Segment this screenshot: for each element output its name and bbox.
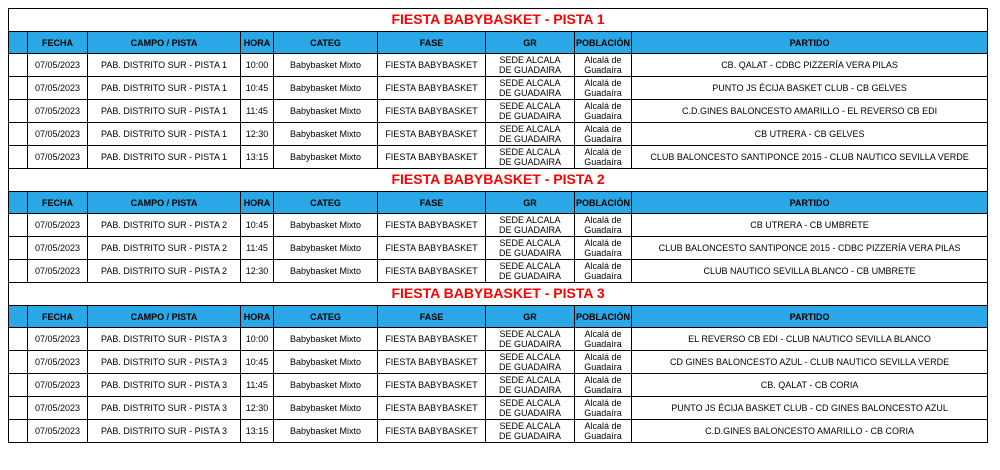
partido-cell: CLUB NAUTICO SEVILLA BLANCO - CB UMBRETE [632, 260, 988, 283]
hora-cell: 13:15 [241, 420, 274, 443]
table-row [9, 374, 988, 397]
row-marker-cell [9, 100, 28, 123]
gr-line-1: SEDE ALCALA [499, 329, 561, 339]
table-row [9, 397, 988, 420]
partido-cell: CD GINES BALONCESTO AZUL - CLUB NAUTICO SEVILLA VERDE [632, 351, 988, 374]
fecha-cell: 07/05/2023 [28, 374, 88, 397]
gr-cell [486, 374, 575, 397]
poblacion-cell [575, 214, 632, 237]
partido-cell: CLUB BALONCESTO SANTIPONCE 2015 - CDBC PIZZERÍA VERA PILAS [632, 237, 988, 260]
table-row [9, 260, 988, 283]
row-marker-cell [9, 260, 28, 283]
fase-cell: FIESTA BABYBASKET [378, 351, 486, 374]
gr-cell [486, 214, 575, 237]
partido-cell: C.D.GINES BALONCESTO AMARILLO - CB CORIA [632, 420, 988, 443]
partido-cell: CB UTRERA - CB GELVES [632, 123, 988, 146]
poblacion-line-2: Guadaíra [584, 362, 622, 372]
campo-pista-cell: PAB. DISTRITO SUR - PISTA 1 [88, 146, 241, 169]
hora-cell: 10:45 [241, 351, 274, 374]
hora-cell: 10:45 [241, 77, 274, 100]
gr-line-2: DE GUADAIRA [498, 408, 561, 418]
categ-cell: Babybasket Mixto [274, 374, 378, 397]
campo-pista-cell: PAB. DISTRITO SUR - PISTA 3 [88, 397, 241, 420]
campo-pista-cell: PAB. DISTRITO SUR - PISTA 2 [88, 214, 241, 237]
column-header: CAMPO / PISTA [88, 32, 241, 54]
partido-cell: CLUB BALONCESTO SANTIPONCE 2015 - CLUB NAUTICO SEVILLA VERDE [632, 146, 988, 169]
table-row [9, 237, 988, 260]
fase-cell: FIESTA BABYBASKET [378, 260, 486, 283]
poblacion-line-2: Guadaíra [584, 248, 622, 258]
fecha-cell: 07/05/2023 [28, 420, 88, 443]
gr-line-2: DE GUADAIRA [498, 157, 561, 167]
gr-line-2: DE GUADAIRA [498, 271, 561, 281]
categ-cell: Babybasket Mixto [274, 123, 378, 146]
fecha-cell: 07/05/2023 [28, 328, 88, 351]
column-header: POBLACIÓN [575, 306, 632, 328]
schedule-body [9, 9, 988, 443]
fecha-cell: 07/05/2023 [28, 260, 88, 283]
partido-cell: PUNTO JS ÉCIJA BASKET CLUB - CD GINES BALONCESTO AZUL [632, 397, 988, 420]
gr-cell [486, 100, 575, 123]
row-marker-cell [9, 237, 28, 260]
poblacion-line-2: Guadaíra [584, 271, 622, 281]
section-title-row [9, 169, 988, 192]
categ-cell: Babybasket Mixto [274, 214, 378, 237]
column-header: GR [486, 32, 575, 54]
gr-line-2: DE GUADAIRA [498, 248, 561, 258]
gr-line-2: DE GUADAIRA [498, 111, 561, 121]
table-row [9, 77, 988, 100]
poblacion-line-1: Alcalá de [584, 124, 622, 134]
row-marker-cell [9, 214, 28, 237]
gr-line-1: SEDE ALCALA [499, 261, 561, 271]
poblacion-cell [575, 237, 632, 260]
fase-cell: FIESTA BABYBASKET [378, 77, 486, 100]
gr-line-1: SEDE ALCALA [499, 398, 561, 408]
fecha-cell: 07/05/2023 [28, 397, 88, 420]
gr-line-2: DE GUADAIRA [498, 431, 561, 441]
column-header: GR [486, 306, 575, 328]
fecha-cell: 07/05/2023 [28, 351, 88, 374]
gr-line-1: SEDE ALCALA [499, 147, 561, 157]
hora-cell: 11:45 [241, 374, 274, 397]
gr-line-2: DE GUADAIRA [498, 339, 561, 349]
row-marker-cell [9, 77, 28, 100]
gr-cell [486, 397, 575, 420]
poblacion-line-1: Alcalá de [584, 101, 622, 111]
row-marker-cell [9, 374, 28, 397]
poblacion-cell [575, 260, 632, 283]
campo-pista-cell: PAB. DISTRITO SUR - PISTA 2 [88, 260, 241, 283]
column-header: CATEG [274, 306, 378, 328]
poblacion-cell [575, 54, 632, 77]
gr-cell [486, 328, 575, 351]
poblacion-line-1: Alcalá de [584, 329, 622, 339]
gr-line-2: DE GUADAIRA [498, 225, 561, 235]
poblacion-cell [575, 100, 632, 123]
poblacion-cell [575, 146, 632, 169]
fase-cell: FIESTA BABYBASKET [378, 397, 486, 420]
campo-pista-cell: PAB. DISTRITO SUR - PISTA 1 [88, 100, 241, 123]
fecha-cell: 07/05/2023 [28, 100, 88, 123]
row-marker-header [9, 192, 28, 214]
poblacion-line-2: Guadaíra [584, 111, 622, 121]
gr-line-1: SEDE ALCALA [499, 55, 561, 65]
poblacion-cell [575, 420, 632, 443]
gr-line-2: DE GUADAIRA [498, 134, 561, 144]
table-row [9, 420, 988, 443]
column-header: POBLACIÓN [575, 32, 632, 54]
fecha-cell: 07/05/2023 [28, 123, 88, 146]
fecha-cell: 07/05/2023 [28, 146, 88, 169]
poblacion-line-1: Alcalá de [584, 261, 622, 271]
fase-cell: FIESTA BABYBASKET [378, 123, 486, 146]
poblacion-line-2: Guadaíra [584, 157, 622, 167]
poblacion-cell [575, 351, 632, 374]
categ-cell: Babybasket Mixto [274, 351, 378, 374]
gr-line-2: DE GUADAIRA [498, 88, 561, 98]
hora-cell: 13:15 [241, 146, 274, 169]
gr-cell [486, 54, 575, 77]
column-header-row [9, 306, 988, 328]
fase-cell: FIESTA BABYBASKET [378, 420, 486, 443]
poblacion-line-1: Alcalá de [584, 147, 622, 157]
column-header: FASE [378, 192, 486, 214]
gr-line-1: SEDE ALCALA [499, 375, 561, 385]
poblacion-cell [575, 328, 632, 351]
categ-cell: Babybasket Mixto [274, 328, 378, 351]
campo-pista-cell: PAB. DISTRITO SUR - PISTA 3 [88, 420, 241, 443]
column-header: CATEG [274, 32, 378, 54]
categ-cell: Babybasket Mixto [274, 146, 378, 169]
gr-cell [486, 237, 575, 260]
partido-cell: C.D.GINES BALONCESTO AMARILLO - EL REVERSO CB EDI [632, 100, 988, 123]
poblacion-line-1: Alcalá de [584, 55, 622, 65]
section-title: FIESTA BABYBASKET - PISTA 1 [391, 11, 605, 27]
table-row [9, 214, 988, 237]
row-marker-cell [9, 351, 28, 374]
section-title-cell [9, 283, 988, 306]
poblacion-line-2: Guadaíra [584, 431, 622, 441]
row-marker-cell [9, 146, 28, 169]
poblacion-line-2: Guadaíra [584, 88, 622, 98]
table-row [9, 54, 988, 77]
gr-cell [486, 146, 575, 169]
poblacion-line-2: Guadaíra [584, 65, 622, 75]
row-marker-cell [9, 328, 28, 351]
section-title-cell [9, 9, 988, 32]
fecha-cell: 07/05/2023 [28, 77, 88, 100]
hora-cell: 12:30 [241, 123, 274, 146]
categ-cell: Babybasket Mixto [274, 420, 378, 443]
column-header: FASE [378, 306, 486, 328]
campo-pista-cell: PAB. DISTRITO SUR - PISTA 3 [88, 351, 241, 374]
hora-cell: 10:00 [241, 54, 274, 77]
gr-line-1: SEDE ALCALA [499, 352, 561, 362]
column-header: CAMPO / PISTA [88, 306, 241, 328]
partido-cell: CB. QALAT - CDBC PIZZERÍA VERA PILAS [632, 54, 988, 77]
categ-cell: Babybasket Mixto [274, 397, 378, 420]
partido-cell: PUNTO JS ÉCIJA BASKET CLUB - CB GELVES [632, 77, 988, 100]
hora-cell: 11:45 [241, 100, 274, 123]
schedule-table [8, 8, 988, 443]
column-header: FECHA [28, 306, 88, 328]
column-header: FECHA [28, 32, 88, 54]
categ-cell: Babybasket Mixto [274, 100, 378, 123]
section-title-cell [9, 169, 988, 192]
column-header: PARTIDO [632, 32, 988, 54]
gr-cell [486, 351, 575, 374]
fase-cell: FIESTA BABYBASKET [378, 237, 486, 260]
hora-cell: 10:00 [241, 328, 274, 351]
table-row [9, 123, 988, 146]
hora-cell: 12:30 [241, 397, 274, 420]
fase-cell: FIESTA BABYBASKET [378, 146, 486, 169]
fase-cell: FIESTA BABYBASKET [378, 374, 486, 397]
poblacion-line-2: Guadaíra [584, 225, 622, 235]
categ-cell: Babybasket Mixto [274, 54, 378, 77]
partido-cell: CB UTRERA - CB UMBRETE [632, 214, 988, 237]
campo-pista-cell: PAB. DISTRITO SUR - PISTA 1 [88, 123, 241, 146]
row-marker-header [9, 32, 28, 54]
section-title-row [9, 283, 988, 306]
column-header: FASE [378, 32, 486, 54]
table-row [9, 100, 988, 123]
column-header: POBLACIÓN [575, 192, 632, 214]
column-header: HORA [241, 306, 274, 328]
poblacion-cell [575, 397, 632, 420]
section-title: FIESTA BABYBASKET - PISTA 3 [391, 285, 605, 301]
section-title-row [9, 9, 988, 32]
gr-line-2: DE GUADAIRA [498, 385, 561, 395]
row-marker-cell [9, 123, 28, 146]
column-header-row [9, 192, 988, 214]
column-header-row [9, 32, 988, 54]
hora-cell: 12:30 [241, 260, 274, 283]
column-header: CATEG [274, 192, 378, 214]
poblacion-line-1: Alcalá de [584, 78, 622, 88]
poblacion-line-1: Alcalá de [584, 238, 622, 248]
gr-line-1: SEDE ALCALA [499, 421, 561, 431]
gr-line-1: SEDE ALCALA [499, 238, 561, 248]
column-header: PARTIDO [632, 192, 988, 214]
row-marker-cell [9, 397, 28, 420]
hora-cell: 10:45 [241, 214, 274, 237]
schedule-sheet [8, 8, 987, 443]
row-marker-cell [9, 54, 28, 77]
column-header: CAMPO / PISTA [88, 192, 241, 214]
campo-pista-cell: PAB. DISTRITO SUR - PISTA 1 [88, 54, 241, 77]
row-marker-header [9, 306, 28, 328]
poblacion-line-1: Alcalá de [584, 398, 622, 408]
categ-cell: Babybasket Mixto [274, 237, 378, 260]
fase-cell: FIESTA BABYBASKET [378, 328, 486, 351]
poblacion-line-1: Alcalá de [584, 352, 622, 362]
campo-pista-cell: PAB. DISTRITO SUR - PISTA 3 [88, 374, 241, 397]
gr-line-1: SEDE ALCALA [499, 101, 561, 111]
fase-cell: FIESTA BABYBASKET [378, 54, 486, 77]
poblacion-line-2: Guadaíra [584, 339, 622, 349]
gr-line-2: DE GUADAIRA [498, 362, 561, 372]
column-header: HORA [241, 32, 274, 54]
fecha-cell: 07/05/2023 [28, 237, 88, 260]
categ-cell: Babybasket Mixto [274, 77, 378, 100]
poblacion-line-1: Alcalá de [584, 375, 622, 385]
partido-cell: CB. QALAT - CB CORIA [632, 374, 988, 397]
poblacion-line-2: Guadaíra [584, 408, 622, 418]
gr-cell [486, 260, 575, 283]
campo-pista-cell: PAB. DISTRITO SUR - PISTA 1 [88, 77, 241, 100]
row-marker-cell [9, 420, 28, 443]
column-header: GR [486, 192, 575, 214]
gr-cell [486, 123, 575, 146]
categ-cell: Babybasket Mixto [274, 260, 378, 283]
poblacion-line-2: Guadaíra [584, 134, 622, 144]
campo-pista-cell: PAB. DISTRITO SUR - PISTA 3 [88, 328, 241, 351]
column-header: FECHA [28, 192, 88, 214]
fecha-cell: 07/05/2023 [28, 214, 88, 237]
gr-line-2: DE GUADAIRA [498, 65, 561, 75]
poblacion-cell [575, 77, 632, 100]
fase-cell: FIESTA BABYBASKET [378, 100, 486, 123]
partido-cell: EL REVERSO CB EDI - CLUB NAUTICO SEVILLA BLANCO [632, 328, 988, 351]
gr-cell [486, 420, 575, 443]
column-header: HORA [241, 192, 274, 214]
poblacion-cell [575, 374, 632, 397]
gr-cell [486, 77, 575, 100]
poblacion-line-2: Guadaíra [584, 385, 622, 395]
table-row [9, 351, 988, 374]
hora-cell: 11:45 [241, 237, 274, 260]
column-header: PARTIDO [632, 306, 988, 328]
gr-line-1: SEDE ALCALA [499, 78, 561, 88]
table-row [9, 328, 988, 351]
campo-pista-cell: PAB. DISTRITO SUR - PISTA 2 [88, 237, 241, 260]
poblacion-cell [575, 123, 632, 146]
gr-line-1: SEDE ALCALA [499, 215, 561, 225]
poblacion-line-1: Alcalá de [584, 421, 622, 431]
fecha-cell: 07/05/2023 [28, 54, 88, 77]
table-row [9, 146, 988, 169]
section-title: FIESTA BABYBASKET - PISTA 2 [391, 171, 605, 187]
fase-cell: FIESTA BABYBASKET [378, 214, 486, 237]
poblacion-line-1: Alcalá de [584, 215, 622, 225]
gr-line-1: SEDE ALCALA [499, 124, 561, 134]
